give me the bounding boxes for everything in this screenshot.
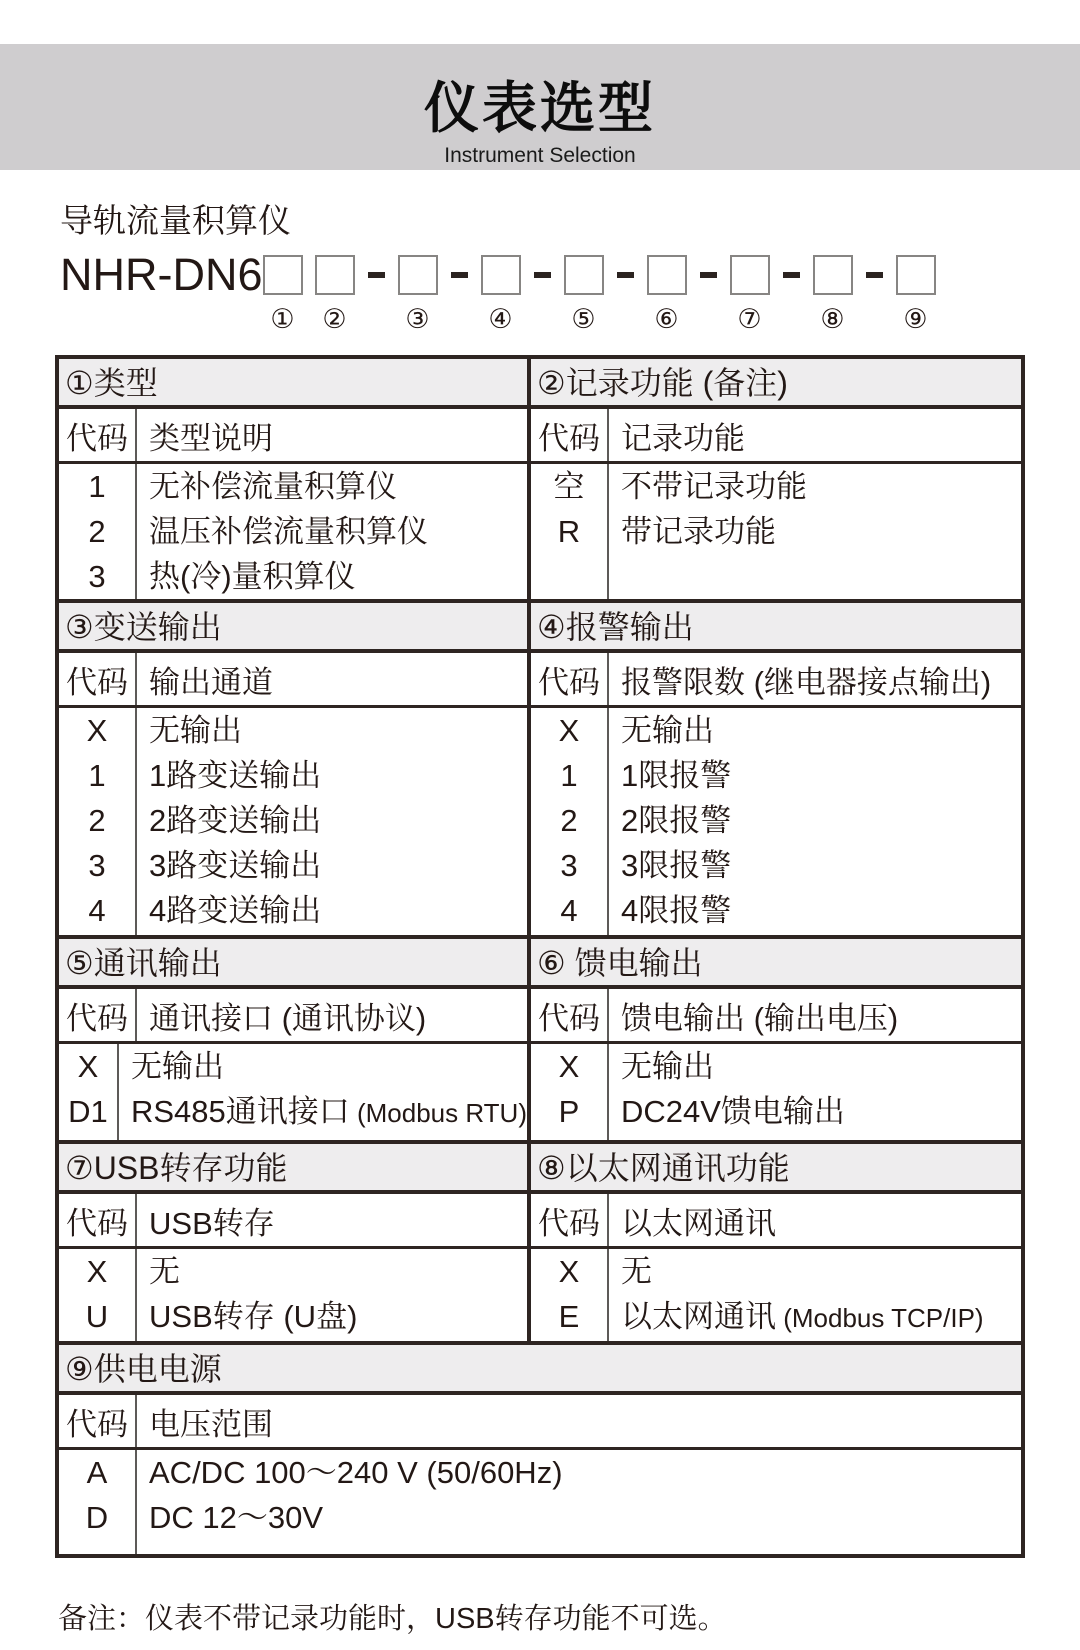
selection-table	[55, 355, 1025, 1558]
row-code: A	[86, 1455, 108, 1490]
page-title: 仪表选型	[423, 77, 656, 139]
row-code: X	[558, 1254, 580, 1289]
code-column-header: 代码	[59, 1395, 137, 1447]
footnote: 备注：仪表不带记录功能时，USB转存功能不可选。	[58, 1603, 727, 1635]
section-rows	[59, 464, 527, 599]
section-title: ⑨供电电源	[59, 1345, 1021, 1395]
row-desc: 温压补偿流量积算仪	[149, 514, 428, 549]
row-code: 1	[560, 758, 578, 793]
row-desc: 4路变送输出	[149, 893, 322, 928]
code-separator	[534, 255, 551, 295]
section-rows	[59, 1044, 527, 1140]
code-column-header: 代码	[531, 1194, 609, 1246]
code-column-header: 代码	[59, 989, 137, 1041]
row-code: X	[86, 713, 108, 748]
row-desc: AC/DC 100～240 V (50/60Hz)	[149, 1455, 563, 1490]
desc-column-header: 输出通道	[149, 664, 273, 700]
model-code-row	[60, 249, 1020, 335]
code-position-9	[896, 255, 936, 335]
row-code: X	[86, 1254, 108, 1289]
code-separator	[368, 255, 385, 295]
code-box	[896, 255, 936, 295]
code-column-header: 代码	[531, 409, 609, 461]
section-rows	[531, 708, 1021, 935]
row-desc: 不带记录功能	[621, 469, 807, 504]
code-position-2	[315, 255, 355, 335]
code-box	[481, 255, 521, 295]
row-desc: 热(冷)量积算仪	[149, 559, 356, 594]
row-code: 空	[553, 469, 585, 504]
row-desc: DC24V馈电输出	[621, 1094, 845, 1129]
position-number: ③	[405, 304, 430, 335]
code-column-header: 代码	[531, 989, 609, 1041]
section-rows	[531, 1044, 1021, 1140]
position-number: ⑦	[737, 304, 762, 335]
row-code: 3	[88, 559, 106, 594]
row-desc: 无输出	[621, 1049, 714, 1084]
row-code: X	[77, 1049, 99, 1084]
column-headers	[531, 989, 1021, 1044]
table-row-sections-5-6	[59, 935, 1021, 1140]
code-position-4	[481, 255, 521, 335]
code-position-7	[730, 255, 770, 335]
code-position-5	[564, 255, 604, 335]
position-number: ④	[488, 304, 513, 335]
position-number: ⑤	[571, 304, 596, 335]
code-position-8	[813, 255, 853, 335]
row-desc: DC 12～30V	[149, 1500, 324, 1535]
section-feed-output	[527, 939, 1021, 1140]
position-number: ⑨	[903, 304, 928, 335]
desc-column-header: 报警限数 (继电器接点输出)	[621, 664, 992, 700]
row-code: P	[558, 1094, 580, 1129]
row-code: 2	[88, 803, 106, 838]
column-headers	[59, 409, 527, 464]
section-comm-output	[59, 939, 527, 1140]
row-desc: 3限报警	[621, 848, 732, 883]
section-rows	[59, 1450, 1021, 1554]
code-box	[564, 255, 604, 295]
section-power-supply	[59, 1345, 1021, 1554]
row-code: 2	[560, 803, 578, 838]
row-desc: 无	[621, 1254, 652, 1289]
code-separator	[451, 255, 468, 295]
code-column-header: 代码	[59, 1194, 137, 1246]
row-desc: 以太网通讯 (Modbus TCP/IP)	[621, 1299, 984, 1334]
section-rows	[531, 464, 1021, 599]
row-code: X	[558, 1049, 580, 1084]
column-headers	[531, 409, 1021, 464]
code-box	[263, 255, 303, 295]
row-code: D	[85, 1500, 109, 1535]
row-code: 2	[88, 514, 106, 549]
model-prefix: NHR-DN6	[60, 249, 263, 300]
row-code: X	[558, 713, 580, 748]
row-desc: 4限报警	[621, 893, 732, 928]
code-separator	[617, 255, 634, 295]
code-separator	[866, 255, 883, 295]
desc-column-header: 通讯接口 (通讯协议)	[149, 1000, 427, 1036]
section-title: ②记录功能 (备注)	[531, 359, 1021, 409]
section-ethernet-comm	[527, 1144, 1021, 1341]
code-position-3	[398, 255, 438, 335]
row-code: 4	[88, 893, 106, 928]
row-code: 1	[88, 758, 106, 793]
column-headers	[59, 1194, 527, 1249]
desc-column-header: 记录功能	[621, 420, 745, 456]
position-number: ①	[270, 304, 295, 335]
code-box	[647, 255, 687, 295]
code-box	[315, 255, 355, 295]
product-name: 导轨流量积算仪	[60, 202, 291, 239]
code-column-header: 代码	[59, 409, 137, 461]
section-title: ⑥ 馈电输出	[531, 939, 1021, 989]
row-code: D1	[68, 1094, 108, 1129]
code-box	[398, 255, 438, 295]
row-code: 1	[88, 469, 106, 504]
row-desc: 无	[149, 1254, 180, 1289]
row-desc: 无输出	[621, 713, 714, 748]
row-desc: 带记录功能	[621, 514, 776, 549]
section-transmit-output	[59, 603, 527, 935]
row-desc: USB转存 (U盘)	[149, 1299, 358, 1334]
column-headers	[531, 1194, 1021, 1249]
code-column-header: 代码	[59, 653, 137, 705]
row-code: E	[558, 1299, 580, 1334]
desc-column-header: 馈电输出 (输出电压)	[621, 1000, 899, 1036]
column-headers	[59, 989, 527, 1044]
page-subtitle: Instrument Selection	[444, 144, 636, 167]
table-row-sections-1-2	[59, 359, 1021, 599]
section-title: ①类型	[59, 359, 527, 409]
code-separator	[783, 255, 800, 295]
row-code: 3	[560, 848, 578, 883]
code-box	[813, 255, 853, 295]
section-title: ⑦USB转存功能	[59, 1144, 527, 1194]
column-headers	[531, 653, 1021, 708]
section-alarm-output	[527, 603, 1021, 935]
section-title: ⑧以太网通讯功能	[531, 1144, 1021, 1194]
row-desc: 3路变送输出	[149, 848, 322, 883]
row-desc: 无输出	[130, 1049, 224, 1084]
row-desc: RS485通讯接口 (Modbus RTU)	[130, 1094, 527, 1129]
section-rows	[59, 708, 527, 935]
row-desc: 2路变送输出	[149, 803, 322, 838]
row-code: 3	[88, 848, 106, 883]
position-number: ②	[322, 304, 347, 335]
row-code: R	[557, 514, 581, 549]
code-position-1	[263, 255, 303, 335]
section-title: ③变送输出	[59, 603, 527, 653]
section-record-function	[527, 359, 1021, 599]
section-title: ④报警输出	[531, 603, 1021, 653]
row-desc: 1路变送输出	[149, 758, 322, 793]
row-code: 4	[560, 893, 578, 928]
code-separator	[700, 255, 717, 295]
column-headers	[59, 1395, 1021, 1450]
row-code: U	[85, 1299, 109, 1334]
code-column-header: 代码	[531, 653, 609, 705]
row-desc: 无输出	[149, 713, 242, 748]
section-usb-transfer	[59, 1144, 527, 1341]
table-row-sections-7-8	[59, 1140, 1021, 1341]
table-row-sections-3-4	[59, 599, 1021, 935]
row-desc: 1限报警	[621, 758, 732, 793]
section-title: ⑤通讯输出	[59, 939, 527, 989]
section-rows	[59, 1249, 527, 1341]
section-rows	[531, 1249, 1021, 1341]
desc-column-header: 类型说明	[149, 420, 273, 456]
column-headers	[59, 653, 527, 708]
code-position-6	[647, 255, 687, 335]
page-banner	[0, 44, 1080, 170]
model-code-diagram	[60, 195, 1020, 335]
row-desc: 2限报警	[621, 803, 732, 838]
table-row-section-9	[59, 1341, 1021, 1554]
position-number: ⑧	[820, 304, 845, 335]
desc-column-header: USB转存	[149, 1205, 275, 1241]
position-number: ⑥	[654, 304, 679, 335]
desc-column-header: 以太网通讯	[621, 1205, 776, 1241]
section-type	[59, 359, 527, 599]
desc-column-header: 电压范围	[149, 1406, 273, 1442]
row-desc: 无补偿流量积算仪	[149, 469, 397, 504]
code-box	[730, 255, 770, 295]
